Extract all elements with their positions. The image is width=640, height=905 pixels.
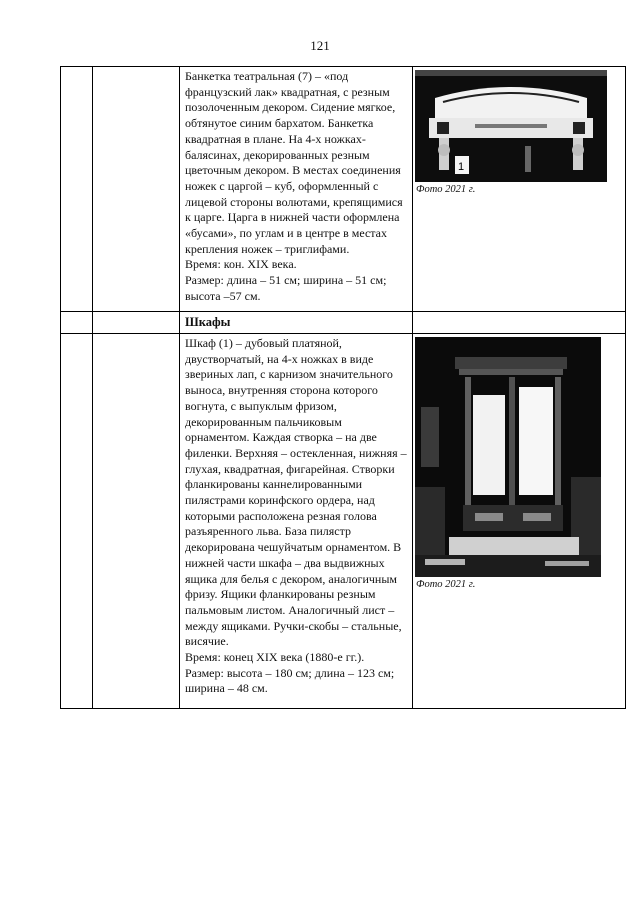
- table-row: [61, 334, 626, 709]
- index-cell: [61, 312, 93, 334]
- number-cell: [93, 67, 180, 312]
- section-title: Шкафы: [185, 315, 231, 329]
- empty-cell: [413, 312, 626, 334]
- description-cell: [180, 67, 413, 312]
- inventory-table: [60, 66, 626, 709]
- svg-text:1: 1: [458, 161, 465, 173]
- item-time: Время: кон. XIX века.: [185, 257, 297, 272]
- item-description: Банкетка театральная (7) – «под французский лак» квадратная, с резным позолоченным декором. Сидение мягкое, обтянутое синим бархатом. Банкетка квадратная в плане. На 4-х ножках-балясинах, декорированных резным цветочным декором. В местах соединения ножек с царгой – куб, оформленный с лицевой стороны волютами, крепящимися к царге. Царга в нижней части оформлена «бусами», по углам и в центре в местах крепления ножек – триглифами.: [185, 69, 403, 256]
- bench-photo: [415, 70, 607, 182]
- table-row: [61, 67, 626, 312]
- index-cell: [61, 67, 93, 312]
- photo-cell: [413, 67, 626, 312]
- table-row: [61, 312, 626, 334]
- photo-caption: Фото 2021 г.: [416, 184, 476, 195]
- photo-caption: Фото 2021 г.: [416, 579, 476, 590]
- wardrobe-photo: [415, 337, 601, 577]
- photo-cell: [413, 334, 626, 709]
- item-time: Время: конец XIX века (1880-е гг.).: [185, 650, 365, 665]
- index-cell: [61, 334, 93, 709]
- number-cell: [93, 334, 180, 709]
- section-title-cell: [180, 312, 413, 334]
- number-cell: [93, 312, 180, 334]
- item-size: Размер: высота – 180 см; длина – 123 см; ширина – 48 см.: [185, 665, 395, 696]
- description-cell: [180, 334, 413, 709]
- item-size: Размер: длина – 51 см; ширина – 51 см; высота –57 см.: [185, 273, 387, 303]
- page-number: 121: [310, 38, 330, 53]
- item-description: Шкаф (1) – дубовый платяной, двустворчатый, на 4-х ножках в виде звериных лап, с карнизом значительного выноса, внутренняя сторона которого вогнута, с выпуклым фризом, декорированным пальчиковым орнаментом. Каждая створка – на две филенки. Верхняя – остекленная, нижняя – глухая, квадратная, фигарейная. Створки фланкированы каннелированными пилястрами коринфского ордера, над которыми расположена резная голова разъяренного льва. База пилястр декорирована чешуйчатым орнаментом. В нижней части шкафа – два выдвижных ящика для белья с декором, аналогичным фризу. Ящики фланкированы резным пальмовым листом. Аналогичный лист – между ящиками. Ручки-скобы – стальные, висячие.: [185, 336, 407, 649]
